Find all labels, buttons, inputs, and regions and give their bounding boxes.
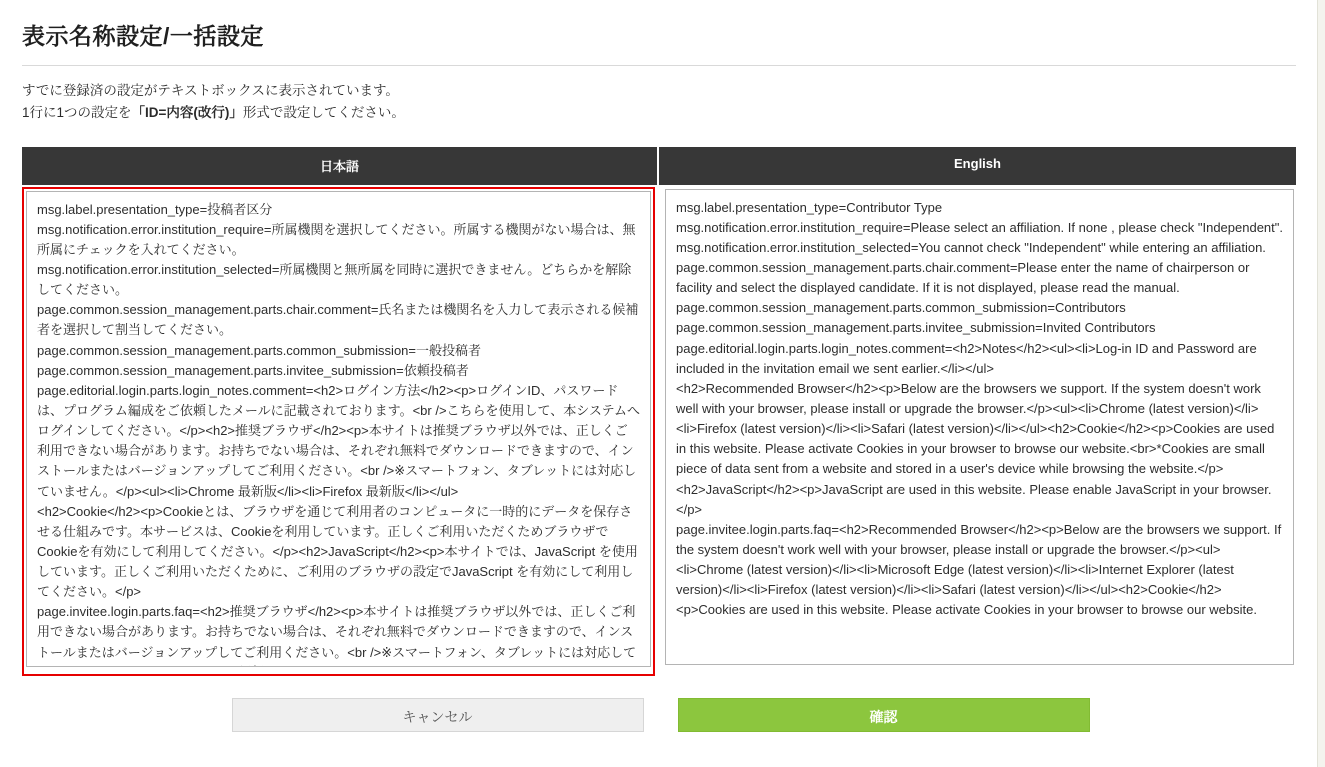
intro-line-2 [22, 102, 1296, 124]
intro-line-1: すでに登録済の設定がテキストボックスに表示されています。 [22, 83, 399, 98]
column-header-english: English [659, 147, 1296, 185]
table-body-row [22, 187, 1296, 676]
intro-line-2-prefix: 1行に1つの設定を [22, 105, 132, 121]
english-settings-textarea[interactable] [665, 189, 1294, 665]
intro-text [22, 80, 1296, 125]
title-divider [22, 65, 1296, 66]
intro-line-2-format: 「ID=内容(改行)」 [131, 105, 243, 121]
page-title: 表示名称設定/一括設定 [22, 23, 264, 49]
cancel-button[interactable]: キャンセル [232, 698, 644, 732]
japanese-settings-textarea[interactable] [26, 191, 651, 667]
settings-table [22, 147, 1296, 676]
page-edge-strip [1317, 0, 1325, 767]
action-buttons [22, 698, 1296, 732]
english-cell [659, 187, 1296, 676]
intro-line-2-suffix: 形式で設定してください。 [242, 105, 405, 121]
japanese-cell [22, 187, 659, 676]
column-header-japanese: 日本語 [22, 147, 659, 185]
confirm-button[interactable]: 確認 [678, 698, 1090, 732]
table-header-row [22, 147, 1296, 185]
english-textarea-wrap [663, 187, 1296, 672]
japanese-textarea-highlight [22, 187, 655, 676]
